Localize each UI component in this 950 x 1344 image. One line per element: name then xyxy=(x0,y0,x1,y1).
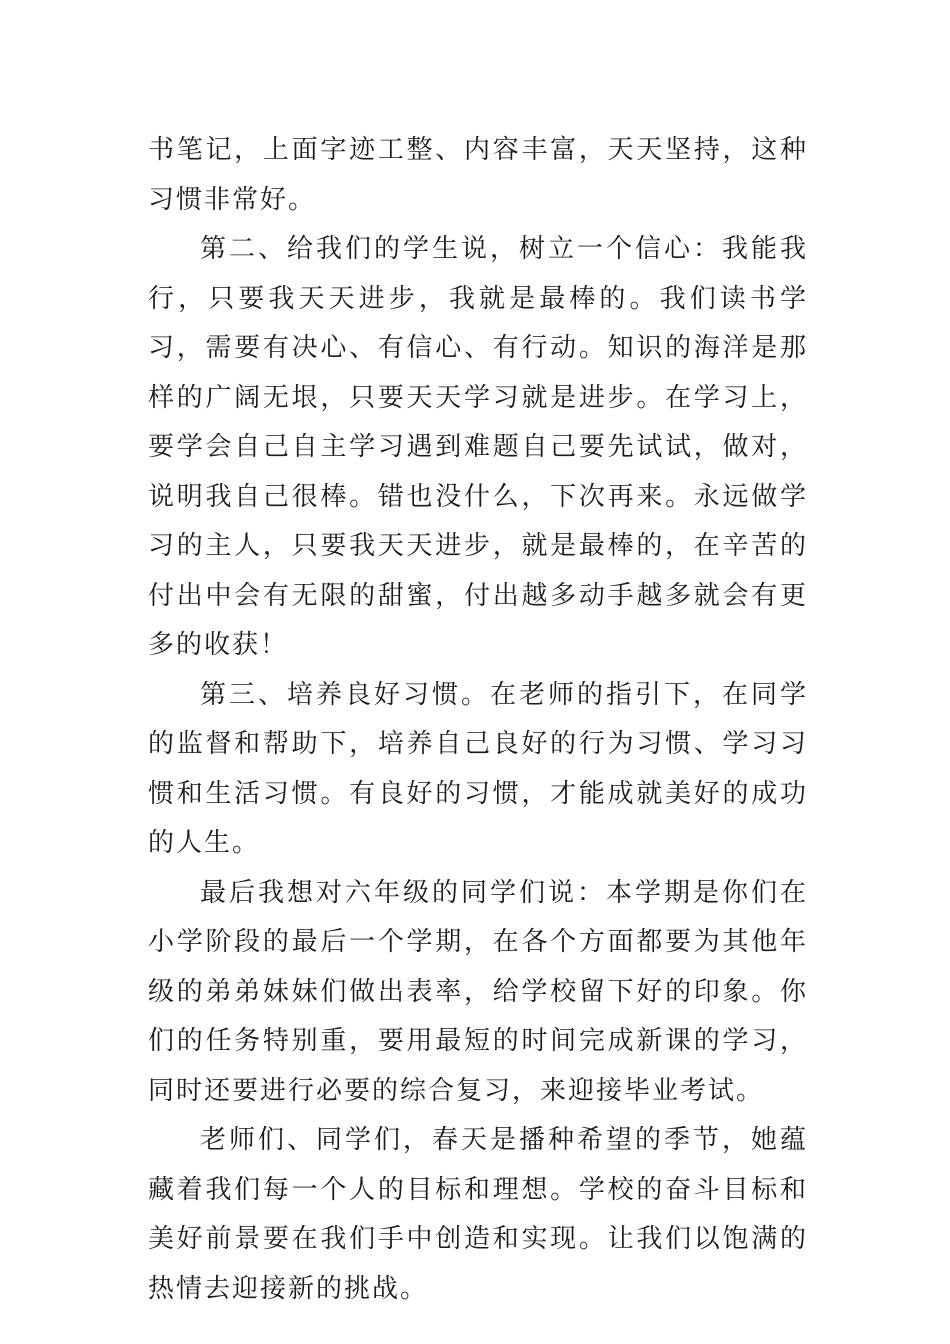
paragraph-1: 书笔记，上面字迹工整、内容丰富，天天坚持，这种习惯非常好。 xyxy=(148,135,808,215)
paragraph-4: 最后我想对六年级的同学们说：本学期是你们在小学阶段的最后一个学期，在各个方面都要为其他年级的弟弟妹妹们做出表率，给学校留下好的印象。你们的任务特别重，要用最短的时间完成新课的学习，同时还要进行必要的综合复习，来迎接毕业考试。 xyxy=(148,877,808,1106)
paragraph-3: 第三、培养良好习惯。在老师的指引下，在同学的监督和帮助下，培养自己良好的行为习惯、学习习惯和生活习惯。有良好的习惯，才能成就美好的成功的人生。 xyxy=(148,679,808,858)
paragraph-5: 老师们、同学们，春天是播种希望的季节，她蕴藏着我们每一个人的目标和理想。学校的奋斗目标和美好前景要在我们手中创造和实现。让我们以饱满的热情去迎接新的挑战。 xyxy=(148,1125,808,1304)
document-body xyxy=(148,126,808,1314)
paragraph-2: 第二、给我们的学生说，树立一个信心：我能我行，只要我天天进步，我就是最棒的。我们读书学习，需要有决心、有信心、有行动。知识的海洋是那样的广阔无垠，只要天天学习就是进步。在学习上，要学会自己自主学习遇到难题自己要先试试，做对，说明我自己很棒。错也没什么，下次再来。永远做学习的主人，只要我天天进步，就是最棒的，在辛苦的付出中会有无限的甜蜜，付出越多动手越多就会有更多的收获！ xyxy=(148,234,808,660)
